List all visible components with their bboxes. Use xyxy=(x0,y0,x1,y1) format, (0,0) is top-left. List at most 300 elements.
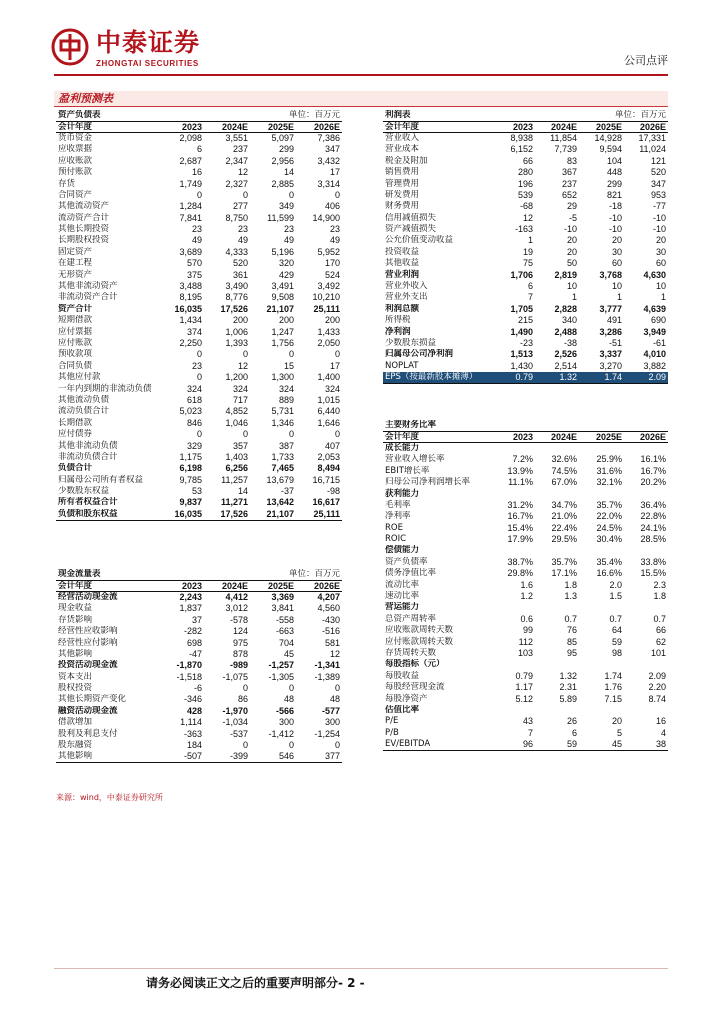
row-label: 负债和股东权益 xyxy=(56,509,158,520)
table-title: 资产负债表 xyxy=(58,110,101,120)
row-value: 21,107 xyxy=(250,509,296,520)
table-title: 主要财务比率 xyxy=(385,420,437,430)
row-value: 324 xyxy=(232,383,249,394)
row-value xyxy=(535,443,579,454)
row-value: 32.6% xyxy=(551,454,578,465)
row-label: 股利及利息支付 xyxy=(58,728,118,739)
row-value: -663 xyxy=(276,626,295,637)
section-title-bar xyxy=(54,91,668,107)
row-value: -430 xyxy=(322,614,341,625)
row-label: 成长能力 xyxy=(385,443,420,454)
row-label: 偿债能力 xyxy=(385,545,420,556)
row-value: 367 xyxy=(561,167,578,178)
table-row xyxy=(56,452,342,463)
row-value: 2,885 xyxy=(271,178,295,189)
row-value: 3,286 xyxy=(599,326,623,337)
table-row xyxy=(383,235,668,246)
table-row xyxy=(56,406,342,417)
table-row xyxy=(56,740,342,751)
row-value: 0 xyxy=(197,189,203,200)
column-header-year: 2026E xyxy=(624,121,668,132)
row-value: 11,257 xyxy=(221,474,249,485)
row-value: 1,284 xyxy=(179,201,203,212)
row-value: 8,494 xyxy=(317,463,341,474)
row-value: 1,114 xyxy=(180,717,203,728)
row-label: 归属母公司所有者权益 xyxy=(58,474,144,485)
row-value: 16,035 xyxy=(158,509,204,520)
row-label: 获利能力 xyxy=(385,488,420,499)
row-value: 45 xyxy=(579,739,624,750)
row-value: 23 xyxy=(192,360,203,371)
table-row xyxy=(383,614,668,625)
table-row xyxy=(56,372,342,383)
row-value: 387 xyxy=(278,440,295,451)
row-value: -5 xyxy=(569,212,578,223)
unit-label xyxy=(535,420,668,431)
page-footer: 请务必阅读正文之后的重要声明部分- 2 - xyxy=(146,976,365,990)
table-row xyxy=(56,349,342,360)
row-value: 374 xyxy=(186,326,203,337)
row-value: 33.8% xyxy=(640,556,667,567)
table-row xyxy=(56,190,342,201)
row-value: 16.7% xyxy=(640,465,667,476)
income-statement-table xyxy=(383,110,668,384)
row-value: -516 xyxy=(322,626,341,637)
row-label: 债务净值比率 xyxy=(385,568,437,579)
row-value: 1,015 xyxy=(317,394,341,405)
table-row xyxy=(56,751,342,762)
row-value: -1,870 xyxy=(176,660,203,671)
row-value: 17 xyxy=(330,167,341,178)
row-value: 29.8% xyxy=(507,568,534,579)
row-value: -37 xyxy=(281,486,295,497)
table-row xyxy=(56,706,342,717)
row-value: 618 xyxy=(186,394,203,405)
table-row xyxy=(56,683,342,694)
row-value: 112 xyxy=(518,636,534,647)
row-label: 每股净资产 xyxy=(385,693,428,704)
row-value: 17 xyxy=(330,360,341,371)
row-value: 4 xyxy=(661,727,667,738)
row-label: 预收款项 xyxy=(58,349,93,360)
table-row xyxy=(383,602,668,613)
row-label: 一年内到期的非流动负债 xyxy=(58,383,152,394)
row-value: 821 xyxy=(606,189,623,200)
row-value: 13.9% xyxy=(507,465,534,476)
row-value: 86 xyxy=(238,694,249,705)
row-value: 25.9% xyxy=(596,454,623,465)
row-label: EBIT增长率 xyxy=(385,465,430,476)
row-value: 3,369 xyxy=(271,592,295,603)
row-value: 103 xyxy=(517,648,534,658)
row-value: 49 xyxy=(192,235,203,246)
row-value: 104 xyxy=(606,155,623,166)
table-row xyxy=(383,326,668,337)
row-value: 5.89 xyxy=(559,693,578,704)
row-value: 29.5% xyxy=(551,534,578,545)
row-value xyxy=(491,488,535,499)
row-value: 7.2% xyxy=(512,454,534,465)
row-value: 581 xyxy=(325,637,341,648)
row-label: EV/EBITDA xyxy=(383,739,491,750)
row-value: 1,393 xyxy=(225,338,249,348)
table-row xyxy=(383,488,668,499)
row-label: 营运能力 xyxy=(385,602,420,613)
document-type: 公司点评 xyxy=(624,54,668,67)
row-value: 20 xyxy=(612,235,623,246)
row-value: -566 xyxy=(276,705,295,716)
row-value: 67.0% xyxy=(551,477,578,488)
row-value: -10 xyxy=(564,224,578,235)
row-value: -577 xyxy=(322,705,341,716)
row-value xyxy=(624,545,668,556)
row-value: 12 xyxy=(238,360,249,371)
table-row xyxy=(56,247,342,258)
table-row xyxy=(383,167,668,178)
row-value: 35.7% xyxy=(596,499,623,510)
row-value: 2,488 xyxy=(554,326,578,337)
row-value: 20 xyxy=(656,235,667,246)
table-row xyxy=(383,648,668,659)
row-value: 5,023 xyxy=(179,406,203,417)
row-value: 520 xyxy=(232,258,249,269)
row-value: 7,739 xyxy=(554,144,578,155)
row-value: 17,526 xyxy=(204,509,250,520)
row-value: 7,386 xyxy=(317,133,341,144)
table-row xyxy=(56,592,342,603)
row-value: 652 xyxy=(561,189,578,200)
table-row xyxy=(383,304,668,315)
brand-name-en: ZHONGTAI SECURITIES xyxy=(96,59,199,68)
row-value: 300 xyxy=(325,717,341,728)
row-label: 其他长期资产变化 xyxy=(58,694,127,705)
row-value: 3,012 xyxy=(225,603,249,614)
table-row xyxy=(383,156,668,167)
row-value: 28.5% xyxy=(640,534,667,545)
row-value: 429 xyxy=(278,269,295,280)
table-row xyxy=(383,557,668,568)
row-value: 2,687 xyxy=(179,155,203,166)
row-value: 349 xyxy=(278,201,295,212)
row-value: 13,679 xyxy=(266,474,295,485)
row-value: 4,207 xyxy=(317,592,341,603)
row-label: ROE xyxy=(385,522,403,533)
row-value: 6,256 xyxy=(225,463,249,474)
row-value: -38 xyxy=(564,338,578,348)
row-value: -23 xyxy=(520,338,534,348)
row-value: 11,024 xyxy=(639,144,667,155)
row-value: 0 xyxy=(335,189,341,200)
row-value: 2,250 xyxy=(179,338,203,348)
row-value: 2.09 xyxy=(624,372,668,383)
row-value: -1,518 xyxy=(176,671,203,682)
row-value: -989 xyxy=(230,660,249,671)
column-header-year: 2023 xyxy=(491,431,535,442)
row-value: 1.74 xyxy=(579,372,624,383)
row-label: P/B xyxy=(385,727,399,738)
footer-divider xyxy=(54,968,668,969)
row-value: 7 xyxy=(528,727,534,738)
row-value: 6,152 xyxy=(510,144,534,155)
row-value: -61 xyxy=(653,338,667,348)
column-header-year: 2025E xyxy=(579,431,624,442)
row-label: 负债合计 xyxy=(58,463,93,474)
table-row xyxy=(56,133,342,144)
row-value: 25,111 xyxy=(313,303,341,314)
row-value: 1,706 xyxy=(510,269,534,280)
row-label: 长期借款 xyxy=(58,417,93,428)
row-value: -282 xyxy=(184,626,203,637)
row-value: 690 xyxy=(651,315,667,326)
row-value: 3,882 xyxy=(643,360,667,371)
row-value: -537 xyxy=(230,728,249,739)
row-value: -1,341 xyxy=(314,660,341,671)
row-value: 0.7 xyxy=(564,613,578,624)
row-value: 30 xyxy=(656,246,667,257)
row-value: -18 xyxy=(609,201,623,212)
row-value: -1,254 xyxy=(314,728,341,739)
row-value: 704 xyxy=(278,637,295,648)
table-title: 现金流量表 xyxy=(58,569,101,579)
row-value: 60 xyxy=(612,258,623,269)
row-label: 投资收益 xyxy=(385,246,420,257)
row-value: 1 xyxy=(528,235,534,246)
table-row xyxy=(56,486,342,497)
row-value: 2.31 xyxy=(559,682,578,693)
row-value: 11.1% xyxy=(508,477,534,488)
row-value: 4,010 xyxy=(643,349,667,360)
row-value: -1,034 xyxy=(222,717,249,728)
row-value: 2,514 xyxy=(554,360,578,371)
row-value: 1,247 xyxy=(271,326,295,337)
table-row xyxy=(383,258,668,269)
row-value: -1,389 xyxy=(314,671,341,682)
table-header-row xyxy=(56,580,342,591)
row-value: 2.3 xyxy=(653,579,667,590)
table-header-row xyxy=(383,121,668,132)
row-value: 14,900 xyxy=(312,212,341,223)
table-header-row xyxy=(56,121,342,132)
row-value: 12 xyxy=(330,648,341,659)
row-value: 30.4% xyxy=(596,534,623,545)
row-label: 每股收益 xyxy=(385,670,420,681)
row-value: 4,639 xyxy=(643,303,667,314)
column-header-year: 2025E xyxy=(579,121,624,132)
table-row xyxy=(56,637,342,648)
row-label: 速动比率 xyxy=(385,591,420,602)
row-value: 75 xyxy=(523,258,534,269)
row-value: 16,035 xyxy=(174,303,203,314)
row-value: 2,053 xyxy=(317,451,341,462)
row-label: 估值比率 xyxy=(385,704,420,715)
row-value: 3,488 xyxy=(179,281,203,292)
row-label: 存货 xyxy=(58,178,76,189)
row-value: 406 xyxy=(325,201,341,212)
zhongtai-logo-icon xyxy=(51,28,89,66)
row-label: 其他影响 xyxy=(56,751,158,762)
row-label: 净利率 xyxy=(385,511,411,522)
row-label: 其他收益 xyxy=(385,258,420,269)
row-label: 经营活动现金流 xyxy=(58,592,118,603)
row-value: 35.4% xyxy=(596,556,623,567)
table-row xyxy=(383,693,668,704)
row-value: 16,715 xyxy=(312,474,341,485)
row-value: 3,551 xyxy=(225,133,249,144)
row-label: NOPLAT xyxy=(385,360,419,371)
row-label: 应收账款 xyxy=(58,155,93,166)
row-value: 0 xyxy=(289,740,295,751)
row-label: 管理费用 xyxy=(385,178,420,189)
table-row xyxy=(383,739,668,750)
row-value: 1.17 xyxy=(515,682,534,693)
row-value: 0 xyxy=(243,349,249,360)
row-value: 38 xyxy=(624,739,668,750)
row-value: -47 xyxy=(189,648,203,659)
row-value xyxy=(624,488,668,499)
row-label: 利润总额 xyxy=(385,303,420,314)
row-value: 3,777 xyxy=(599,303,623,314)
row-value: 8.74 xyxy=(648,693,667,704)
row-value: 1.2 xyxy=(520,591,534,602)
table-row xyxy=(383,292,668,303)
column-header-year: 2024E xyxy=(535,121,579,132)
row-label: 其他非流动负债 xyxy=(58,440,118,451)
row-value: 1,346 xyxy=(271,417,295,428)
row-value: 2,828 xyxy=(554,303,578,314)
row-value: 26 xyxy=(567,716,578,727)
row-value: 237 xyxy=(232,144,249,155)
row-value xyxy=(579,488,624,499)
table-row xyxy=(56,694,342,705)
row-value: -77 xyxy=(653,201,667,212)
row-value: 237 xyxy=(561,178,578,189)
table-title-row xyxy=(56,110,342,121)
row-value: 124 xyxy=(232,626,249,637)
row-value: 2,526 xyxy=(554,349,578,360)
row-value: 49 xyxy=(238,235,249,246)
row-value: 2,243 xyxy=(179,592,203,603)
row-value: 0 xyxy=(335,683,341,694)
brand-name-cn: 中泰证券 xyxy=(96,28,201,57)
table-row xyxy=(383,466,668,477)
row-label: 净利润 xyxy=(385,326,411,337)
row-value: 21.0% xyxy=(551,511,578,522)
table-row xyxy=(383,545,668,556)
row-value: 17,331 xyxy=(638,133,667,144)
row-value: 0 xyxy=(335,349,341,360)
row-value: 66 xyxy=(523,155,534,166)
row-label: 存货周转天数 xyxy=(385,648,437,658)
row-label: 其他影响 xyxy=(58,648,93,659)
table-row xyxy=(383,269,668,280)
row-label: 资本支出 xyxy=(58,671,93,682)
row-label: 营业利润 xyxy=(385,269,420,280)
row-value: 361 xyxy=(232,269,249,280)
row-value: 23 xyxy=(330,224,341,235)
row-label: 固定资产 xyxy=(58,246,93,257)
row-value xyxy=(535,488,579,499)
row-value: 1,046 xyxy=(225,417,249,428)
row-label: 应付票据 xyxy=(58,326,93,337)
table-row xyxy=(383,133,668,144)
row-value: 9,837 xyxy=(179,497,203,508)
column-header-year: 2024E xyxy=(204,121,250,132)
column-header-year: 2023 xyxy=(158,121,204,132)
row-value: 7.15 xyxy=(604,693,623,704)
row-value: -363 xyxy=(184,728,203,739)
row-label: 营业外收入 xyxy=(385,281,428,292)
table-row xyxy=(56,235,342,246)
table-row xyxy=(56,509,342,520)
row-value: 1 xyxy=(617,292,623,303)
row-label: 长期股权投资 xyxy=(58,235,110,246)
row-value: 1 xyxy=(661,292,667,303)
row-value: 0 xyxy=(335,740,341,751)
row-label: 营业收入 xyxy=(385,133,420,144)
row-value: 1.8 xyxy=(653,591,667,602)
unit-label: 单位：百万元 xyxy=(289,569,341,579)
row-value: 14,928 xyxy=(594,133,623,144)
row-value: 299 xyxy=(278,144,295,155)
row-value: 36.4% xyxy=(640,499,667,510)
row-value: 101 xyxy=(651,648,667,658)
row-value: 95 xyxy=(567,648,578,658)
row-value: 3,491 xyxy=(271,281,295,292)
table-row xyxy=(56,178,342,189)
row-value: 299 xyxy=(606,178,623,189)
row-value: 1.32 xyxy=(535,372,579,383)
row-value: 0 xyxy=(243,429,249,440)
row-value: 320 xyxy=(278,258,295,269)
row-value: 2,327 xyxy=(225,178,249,189)
table-row xyxy=(383,247,668,258)
row-value xyxy=(491,443,535,454)
column-header-year: 2024E xyxy=(535,431,579,442)
row-label: 股权投资 xyxy=(58,683,93,694)
row-value: 0.79 xyxy=(491,372,535,383)
row-value: 2,347 xyxy=(225,155,249,166)
table-row xyxy=(56,418,342,429)
row-value: 0.7 xyxy=(609,613,623,624)
row-label: 应付账款周转天数 xyxy=(385,636,454,647)
row-label: 归母公司净利润增长率 xyxy=(385,477,471,488)
row-value: 60 xyxy=(656,258,667,269)
row-label: 融资活动现金流 xyxy=(58,705,118,716)
row-label: 其他长期投资 xyxy=(58,224,110,235)
table-row xyxy=(383,144,668,155)
table-row xyxy=(383,281,668,292)
table-row xyxy=(56,717,342,728)
row-value: 35.7% xyxy=(551,556,578,567)
table-row xyxy=(56,269,342,280)
row-value: 1.74 xyxy=(604,670,623,681)
column-header-label: 会计年度 xyxy=(383,431,491,442)
row-value: 357 xyxy=(232,440,249,451)
row-value: 196 xyxy=(517,178,534,189)
row-value: 3,492 xyxy=(317,281,341,292)
row-value: 49 xyxy=(330,235,341,246)
row-value: 324 xyxy=(325,383,341,394)
row-value: 546 xyxy=(250,751,296,762)
row-value: 2.0 xyxy=(609,579,623,590)
table-row xyxy=(383,659,668,670)
table-title-row xyxy=(56,569,342,580)
row-label: 少数股东损益 xyxy=(385,338,437,348)
row-value xyxy=(535,705,579,716)
row-value: 448 xyxy=(606,167,623,178)
row-value: 200 xyxy=(325,315,341,326)
row-value: 0 xyxy=(289,429,295,440)
